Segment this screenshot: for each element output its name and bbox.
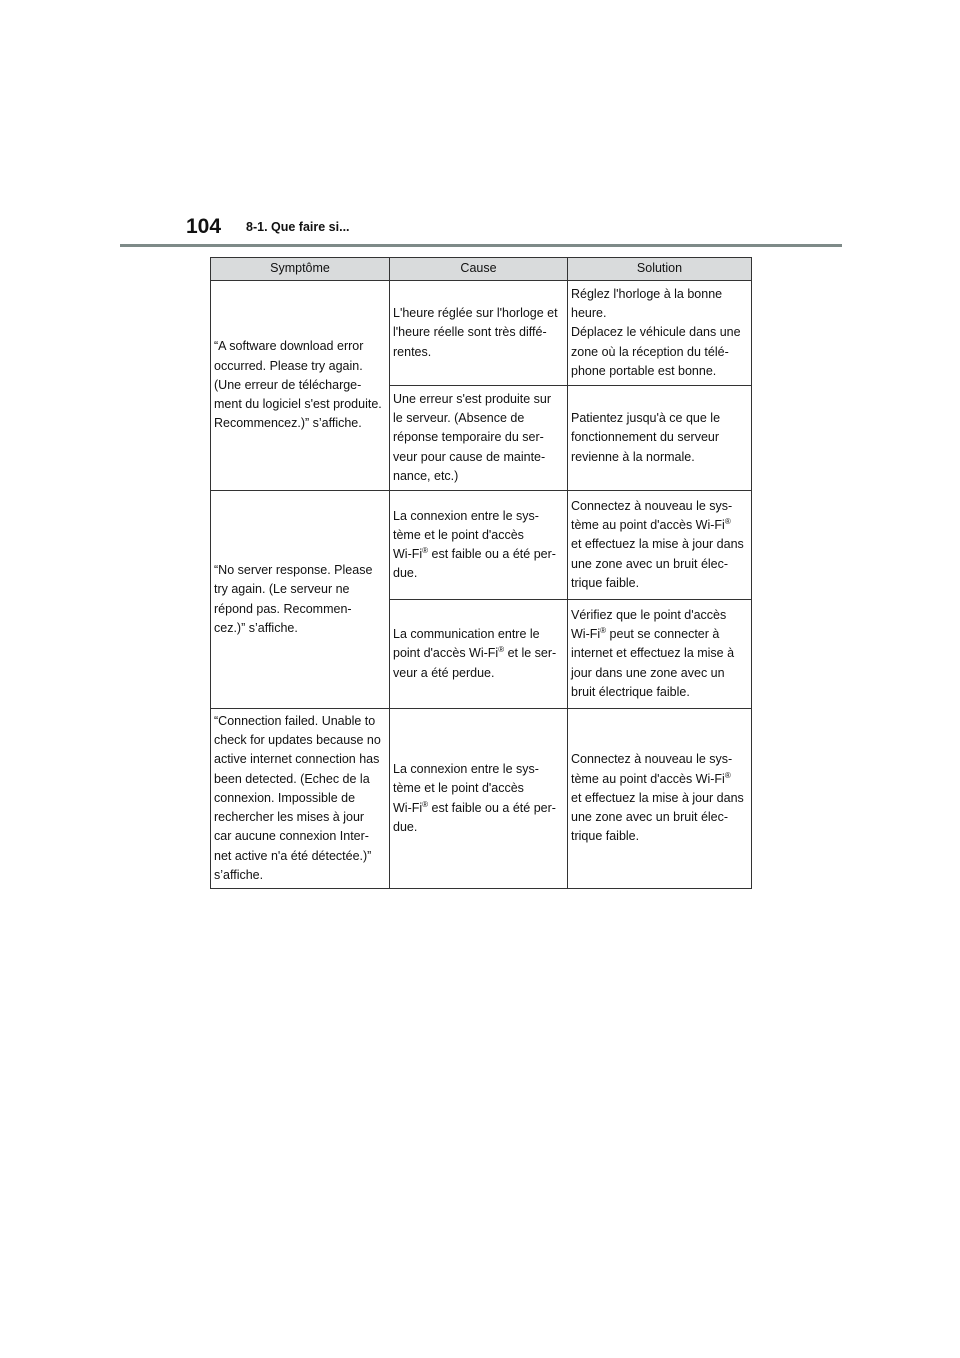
registered-mark: ®: [422, 799, 429, 809]
page-number: 104: [186, 215, 222, 238]
symptom-cell: [211, 491, 390, 709]
solution-text: Connectez à nouveau le sys- tème au point d'accès Wi-Fi: [571, 752, 733, 786]
column-header-symptom: Symptôme: [211, 258, 390, 281]
cause-cell: [390, 600, 568, 709]
header-divider: [120, 244, 842, 247]
registered-mark: ®: [724, 517, 731, 527]
table-row: [211, 281, 752, 386]
symptom-cell: [211, 281, 390, 491]
solution-cell: [568, 281, 752, 386]
solution-text-continued: et effectuez la mise à jour dans une zone avec un bruit élec- trique faible.: [571, 537, 744, 590]
solution-text-continued: et effectuez la mise à jour dans une zone avec un bruit élec- trique faible.: [571, 790, 744, 844]
solution-text: Réglez l'horloge à la bonne heure. Déplacez le véhicule dans une zone où la réception du télé- phone portable est bonne.: [571, 286, 741, 378]
symptom-text: “No server response. Please try again. (Le serveur ne répond pas. Recommen- cez.)” s’affiche.: [214, 563, 373, 635]
cause-cell: [390, 709, 568, 889]
cause-cell: [390, 281, 568, 386]
registered-mark: ®: [498, 645, 505, 655]
troubleshooting-table: [210, 257, 752, 889]
solution-text: Vérifiez que le point d'accès Wi-Fi: [571, 607, 727, 642]
table-row: [211, 491, 752, 600]
column-header-solution: Solution: [568, 258, 752, 281]
cause-text-continued: est faible ou a été per- due.: [393, 800, 556, 834]
cause-text: La communication entre le point d'accès Wi-Fi: [393, 627, 540, 661]
table-header-row: [211, 258, 752, 281]
solution-text-continued: peut se connecter à internet et effectuez la mise à jour dans une zone avec un bruit électrique faible.: [571, 627, 735, 699]
cause-text: Une erreur s'est produite sur le serveur. (Absence de réponse temporaire du ser- veur pour cause de mainte- nance, etc.): [393, 391, 552, 483]
registered-mark: ®: [422, 545, 429, 555]
solution-text: Connectez à nouveau le sys- tème au point d'accès Wi-Fi: [571, 498, 733, 533]
cause-cell: [390, 386, 568, 491]
symptom-cell: [211, 709, 390, 889]
cause-text: La connexion entre le sys- tème et le point d'accès Wi-Fi: [393, 508, 539, 561]
section-title: 8-1. Que faire si...: [246, 220, 350, 234]
column-header-cause: Cause: [390, 258, 568, 281]
table-row: [211, 709, 752, 889]
symptom-text: “A software download error occurred. Please try again. (Une erreur de télécharge- ment du logiciel s'est produite. Recommencez.)” s’affiche.: [214, 339, 382, 431]
cause-text-continued: et le ser- veur a été perdue.: [393, 646, 557, 680]
cause-text: La connexion entre le sys- tème et le point d'accès Wi-Fi: [393, 762, 539, 815]
solution-cell: [568, 600, 752, 709]
cause-text-continued: est faible ou a été per- due.: [393, 547, 556, 581]
cause-text: L'heure réglée sur l'horloge et l'heure réelle sont très diffé- rentes.: [393, 306, 558, 359]
symptom-text: “Connection failed. Unable to check for updates because no active internet connection has been detected. (Echec de la connexion. Impossible de rechercher les mises à jour car aucune connexion Inter- net active n'a été détectée.)” s’affiche.: [214, 714, 381, 882]
registered-mark: ®: [600, 626, 607, 636]
registered-mark: ®: [724, 770, 731, 780]
cause-cell: [390, 491, 568, 600]
solution-cell: [568, 709, 752, 889]
solution-cell: [568, 491, 752, 600]
solution-text: Patientez jusqu'à ce que le fonctionnement du serveur revienne à la normale.: [571, 411, 721, 464]
solution-cell: [568, 386, 752, 491]
